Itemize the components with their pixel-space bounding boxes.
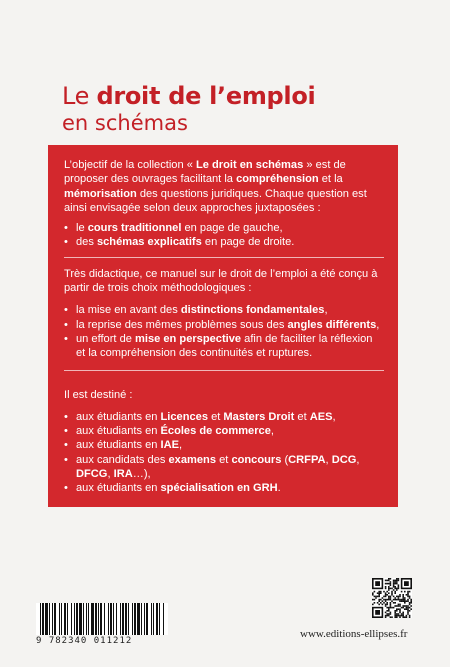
body-text: » est de proposer des ouvrages facilitant la [64, 159, 346, 186]
emphasis-text: Licences [160, 410, 208, 423]
emphasis-text: spécialisation en GRH [160, 482, 278, 495]
body-text: aux étudiants en [76, 410, 161, 423]
emphasis-text: concours [231, 453, 282, 466]
body-text: , [325, 453, 332, 466]
emphasis-text: IRA [113, 468, 133, 481]
body-text: , [107, 468, 114, 481]
body-text: , [376, 318, 380, 331]
emphasis-text: Écoles de commerce [160, 425, 271, 438]
qr-code [372, 578, 412, 618]
list-item [64, 438, 384, 452]
body-text: la reprise des mêmes problèmes sous des [76, 318, 288, 331]
body-text: et la [318, 173, 343, 186]
body-text: des [76, 236, 97, 249]
body-text: le [76, 222, 88, 235]
list-item [64, 453, 384, 482]
emphasis-text: distinctions fondamentales [180, 304, 325, 317]
body-text: ( [281, 453, 289, 466]
body-text: un effort de [76, 332, 136, 345]
body-text: L’objectif de la collection « [64, 159, 196, 171]
emphasis-text: AES [309, 410, 333, 423]
list-item [64, 481, 384, 495]
body-text: . [277, 482, 281, 495]
emphasis-text: Masters Droit [223, 410, 295, 423]
emphasis-text: mise en perspective [135, 332, 242, 345]
body-text: en page de droite. [201, 236, 295, 249]
audience-list [64, 410, 384, 496]
emphasis-text: angles différents [287, 318, 377, 331]
publisher-website: www.editions-ellipses.fr [300, 628, 408, 640]
list-item [64, 221, 384, 235]
divider-1 [64, 257, 384, 258]
book-title [62, 82, 315, 136]
emphasis-text: examens [168, 453, 217, 466]
description-panel [48, 145, 398, 507]
title-prefix: Le [62, 82, 97, 110]
isbn-number: 9 782340 011212 [36, 636, 133, 646]
emphasis-text: DCG [331, 453, 357, 466]
list-item [64, 410, 384, 424]
methods-list [64, 303, 384, 360]
list-item [64, 332, 384, 361]
isbn-barcode [36, 603, 168, 645]
body-text: et [207, 410, 224, 423]
title-bold: droit de l’emploi [96, 82, 316, 110]
body-text: et [216, 453, 232, 466]
emphasis-text: CRFPA [288, 453, 326, 466]
body-text: la mise en avant des [76, 304, 181, 317]
emphasis-text: Le droit en schémas [195, 159, 304, 171]
body-text: afin de faciliter la réflexion et la compréhension des continuités et ruptures. [76, 332, 373, 360]
body-text: aux étudiants en [76, 425, 161, 438]
body-text: , [356, 453, 360, 466]
body-text: , [324, 304, 328, 317]
audience-intro: Il est destiné : [64, 388, 133, 401]
intro-paragraph [64, 158, 384, 215]
emphasis-text: IAE [160, 439, 179, 452]
body-text: , [270, 425, 274, 438]
body-text: …), [132, 468, 151, 481]
method-intro: Très didactique, ce manuel sur le droit de l’emploi a été conçu à partir de trois choix méthodologiques : [64, 267, 378, 295]
list-item [64, 303, 384, 317]
title-line-1 [62, 82, 315, 110]
body-text: aux étudiants en [76, 439, 161, 452]
approaches-list [64, 221, 384, 250]
body-text: et [294, 410, 310, 423]
barcode-bars [36, 603, 168, 635]
body-text: , [179, 439, 183, 452]
divider-2 [64, 370, 384, 371]
title-line-2: en schémas [62, 111, 188, 135]
list-item [64, 424, 384, 438]
emphasis-text: cours traditionnel [87, 222, 182, 235]
emphasis-text: compréhension [236, 173, 319, 186]
body-text: , [332, 410, 336, 423]
body-text: des questions juridiques. Chaque question est ainsi envisagée selon deux approches juxtaposées : [64, 187, 367, 214]
list-item [64, 318, 384, 332]
body-text: aux candidats des [76, 453, 169, 466]
body-text: en page de gauche, [181, 222, 283, 235]
list-item [64, 235, 384, 249]
emphasis-text: DFCG [76, 468, 108, 481]
emphasis-text: schémas explicatifs [96, 236, 202, 249]
body-text: aux étudiants en [76, 482, 161, 495]
emphasis-text: mémorisation [64, 187, 137, 200]
